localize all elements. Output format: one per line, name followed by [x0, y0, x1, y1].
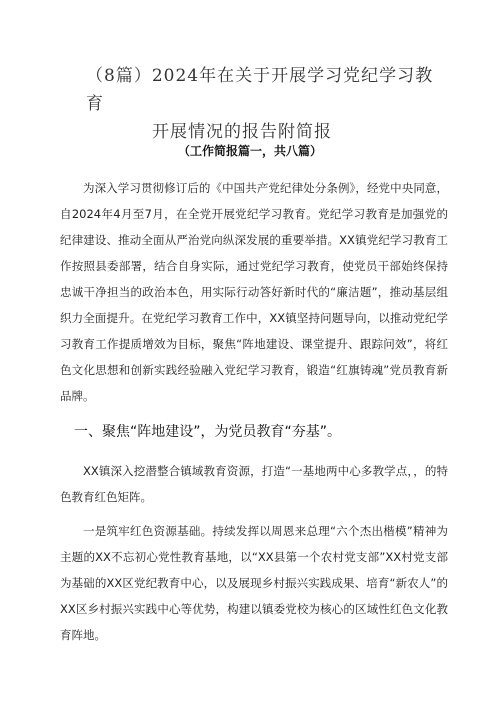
document-title [60, 62, 440, 146]
title-line-1: （8篇）2024年在关于开展学习党纪学习教育 [86, 66, 434, 114]
paragraph-intro: 为深入学习贯彻修订后的《中国共产党纪律处分条例》，经党中央同意，自2024年4月至7月，在全党开展党纪学习教育。党纪学习教育是加强党的纪律建设、推动全面从严治党向纵深发展的重要举措。XX镇党纪学习教育工作按照县委部署，结合自身实际，通过党纪学习教育，使党员干部始终保持忠诚干净担当的政治本色，用实际行动答好新时代的“廉洁题”，推动基层组织力全面提升。在党纪学习教育工作中，XX镇坚持问题导向，以推动党纪学习教育工作提质增效为目标，聚焦“阵地建设、课堂提升、跟踪问效”，将红色文化思想和创新实践经验融入党纪学习教育，锻造“红旗铸魂”党员教育新品牌。 [60, 181, 448, 403]
paragraph-section1-point1: 一是筑牢红色资源基础。持续发挥以周恩来总理“六个杰出楷模”精神为主题的XX不忘初心党性教育基地，以“XX县第一个农村党支部”XX村党支部为基础的XX区党纪教育中心，以及展现乡村振兴实践成果、培育“新农人”的XX区乡村振兴实践中心等优势，构建以镇委党校为核心的区域性红色文化教育阵地。 [60, 524, 448, 642]
document-subtitle: （工作简报篇一，共八篇） [177, 144, 322, 158]
paragraph-section1-intro: XX镇深入挖潜整合镇域教育资源，打造“一基地两中心多教学点，，的特色教育红色矩阵。 [60, 464, 448, 504]
section-heading-1: 一、聚焦“阵地建设”，为党员教育“夯基”。 [74, 424, 342, 440]
title-line-2: 开展情况的报告附简报 [152, 122, 332, 142]
